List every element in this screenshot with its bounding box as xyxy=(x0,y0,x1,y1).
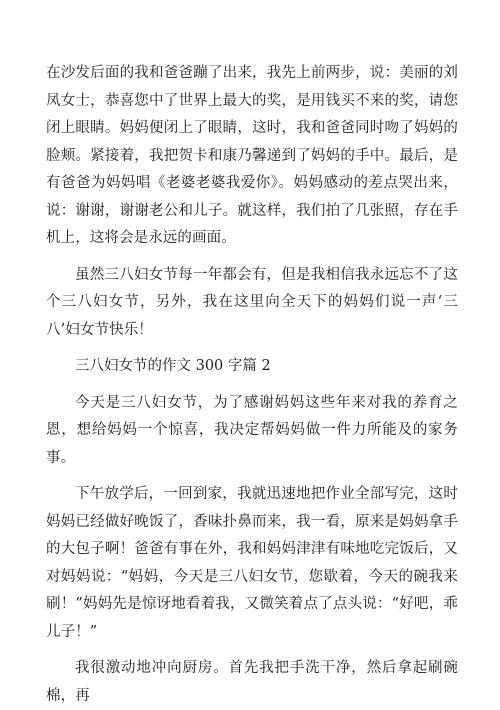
paragraph-4: 下午放学后，一回到家，我就迅速地把作业全部写完，这时妈妈已经做好晚饭了，香味扑鼻而来，我一看，原来是妈妈拿手的大包子啊！爸爸有事在外，我和妈妈津津有味地吃完饭后，又对妈妈说：“妈妈，今天是三八妇女节，您歇着，今天的碗我来刷！”妈妈先是惊讶地看着我，又微笑着点了点头说：“好吧，乖儿子！” xyxy=(46,486,458,640)
section-heading: 三八妇女节的作文 300 字篇 2 xyxy=(75,358,271,374)
paragraph-5: 我很激动地冲向厨房。首先我把手洗干净，然后拿起刷碗棉，再 xyxy=(46,660,458,704)
paragraph-3: 今天是三八妇女节，为了感谢妈妈这些年来对我的养育之恩，想给妈妈一个惊喜，我决定帮妈妈做一件力所能及的家务事。 xyxy=(46,394,458,466)
document-body xyxy=(46,60,458,710)
paragraph-1: 在沙发后面的我和爸爸蹦了出来，我先上前两步，说：美丽的刘凤女士，恭喜您中了世界上最大的奖，是用钱买不来的奖，请您闭上眼睛。妈妈便闭上了眼睛，这时，我和爸爸同时吻了妈妈的脸颊。紧接着，我把贺卡和康乃馨递到了妈妈的手中。最后，是有爸爸为妈妈唱《老婆老婆我爱你》。妈妈感动的差点哭出来，说：谢谢，谢谢老公和儿子。就这样，我们拍了几张照，存在手机上，这将会是永远的画面。 xyxy=(46,65,458,246)
paragraph-2: 虽然三八妇女节每一年都会有，但是我相信我永远忘不了这个三八妇女节，另外，我在这里向全天下的妈妈们说一声‘三八’妇女节快乐！ xyxy=(46,266,458,338)
